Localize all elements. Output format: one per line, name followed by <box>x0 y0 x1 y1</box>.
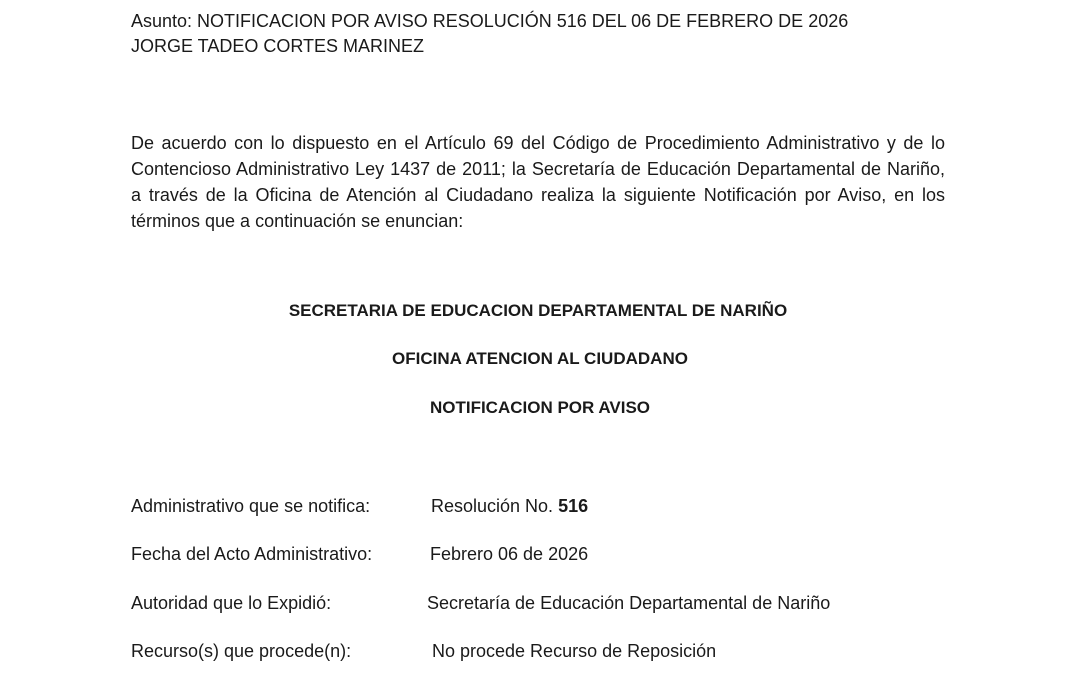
heading-oficina: OFICINA ATENCION AL CIUDADANO <box>392 349 688 368</box>
field-label-recursos: Recurso(s) que procede(n): <box>131 641 352 661</box>
field-label-fecha: Fecha del Acto Administrativo: <box>131 544 373 564</box>
field-value-acto <box>431 496 588 517</box>
field-label-autoridad: Autoridad que lo Expidió: <box>131 593 332 613</box>
subject-line: Asunto: NOTIFICACION POR AVISO RESOLUCIÓN 516 DEL 06 DE FEBRERO DE 2026 <box>131 11 849 31</box>
field-value-recursos: No procede Recurso de Reposición <box>432 641 717 661</box>
field-value-autoridad: Secretaría de Educación Departamental de Nariño <box>427 593 831 613</box>
intro-paragraph: De acuerdo con lo dispuesto en el Artículo 69 del Código de Procedimiento Administrativo y de lo Contencioso Administrativo Ley 1437 de 2011; la Secretaría de Educación Departamental de Nariño, a través de la Oficina de Atención al Ciudadano realiza la siguiente Notificación por Aviso, en los términos que a continuación se enuncian: <box>131 133 945 231</box>
subject-block <box>131 9 848 59</box>
field-value-fecha: Febrero 06 de 2026 <box>430 544 589 564</box>
resolution-prefix: Resolución No. <box>431 496 559 516</box>
recipient-name: JORGE TADEO CORTES MARINEZ <box>131 36 425 56</box>
heading-notificacion: NOTIFICACION POR AVISO <box>429 398 651 417</box>
field-label-acto: Administrativo que se notifica: <box>131 496 371 516</box>
resolution-number: 516 <box>558 496 589 516</box>
heading-secretaria: SECRETARIA DE EDUCACION DEPARTAMENTAL DE NARIÑO <box>288 301 788 320</box>
